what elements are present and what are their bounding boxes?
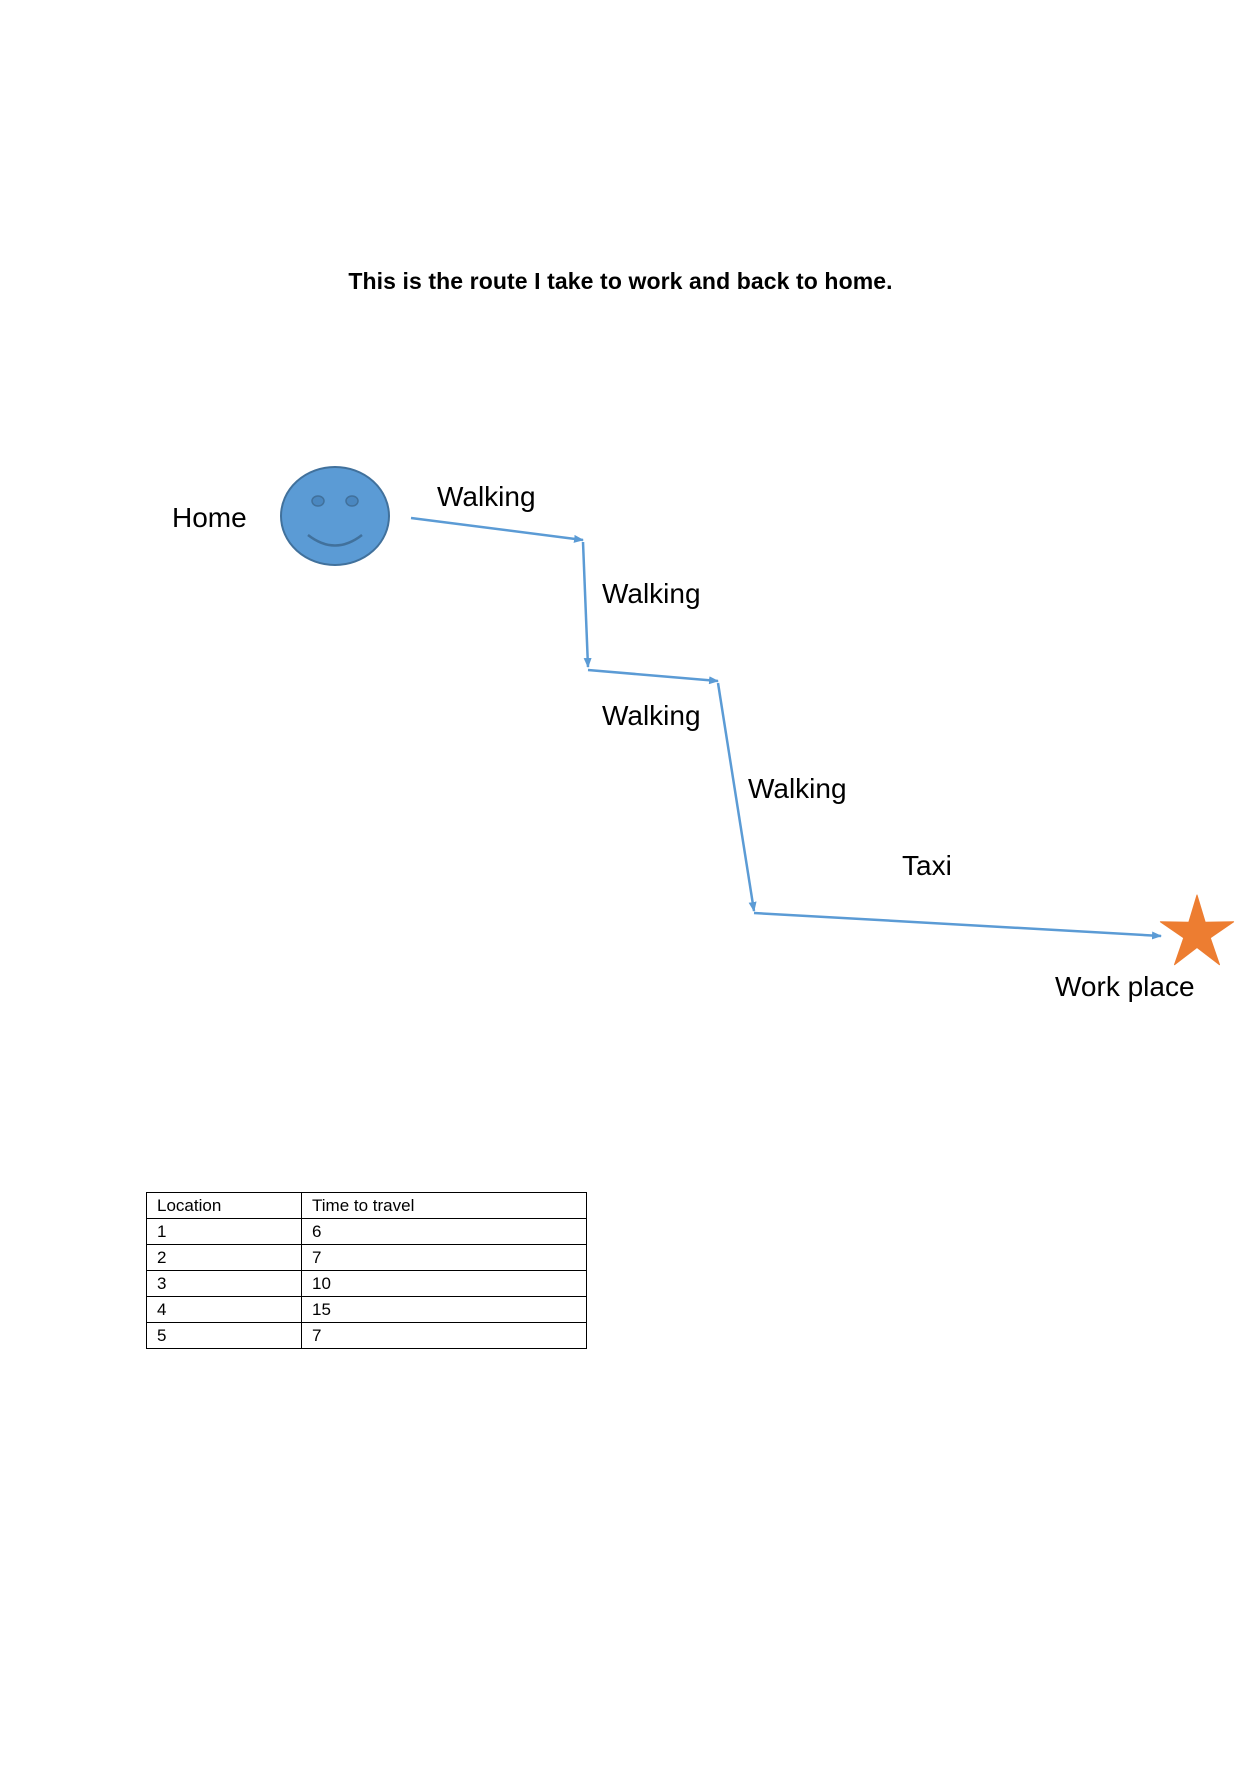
- smiley-face-icon: [281, 467, 389, 565]
- time-cell: 7: [302, 1245, 587, 1271]
- table-header-row: [147, 1193, 587, 1219]
- table-row: [147, 1219, 587, 1245]
- table-row: [147, 1245, 587, 1271]
- route-leg-2: [583, 542, 588, 667]
- home-label: Home: [172, 502, 247, 533]
- leg-5-label: Taxi: [902, 850, 952, 881]
- table-row: [147, 1297, 587, 1323]
- table-row: [147, 1323, 587, 1349]
- location-cell: 1: [147, 1219, 302, 1245]
- route-leg-5: [754, 913, 1161, 936]
- route-leg-1: [411, 518, 583, 540]
- page-title: This is the route I take to work and back to home.: [348, 268, 893, 294]
- workplace-label: Work place: [1055, 971, 1195, 1002]
- location-cell: 5: [147, 1323, 302, 1349]
- column-header-location: Location: [147, 1193, 302, 1219]
- travel-time-table: [146, 1192, 587, 1349]
- location-cell: 3: [147, 1271, 302, 1297]
- location-cell: 4: [147, 1297, 302, 1323]
- time-cell: 10: [302, 1271, 587, 1297]
- time-cell: 6: [302, 1219, 587, 1245]
- leg-3-label: Walking: [602, 700, 701, 731]
- route-leg-3: [588, 670, 718, 681]
- star-icon: [1160, 895, 1233, 965]
- column-header-time-to-travel: Time to travel: [302, 1193, 587, 1219]
- leg-4-label: Walking: [748, 773, 847, 804]
- time-cell: 7: [302, 1323, 587, 1349]
- time-cell: 15: [302, 1297, 587, 1323]
- leg-1-label: Walking: [437, 481, 536, 512]
- location-cell: 2: [147, 1245, 302, 1271]
- table-row: [147, 1271, 587, 1297]
- leg-2-label: Walking: [602, 578, 701, 609]
